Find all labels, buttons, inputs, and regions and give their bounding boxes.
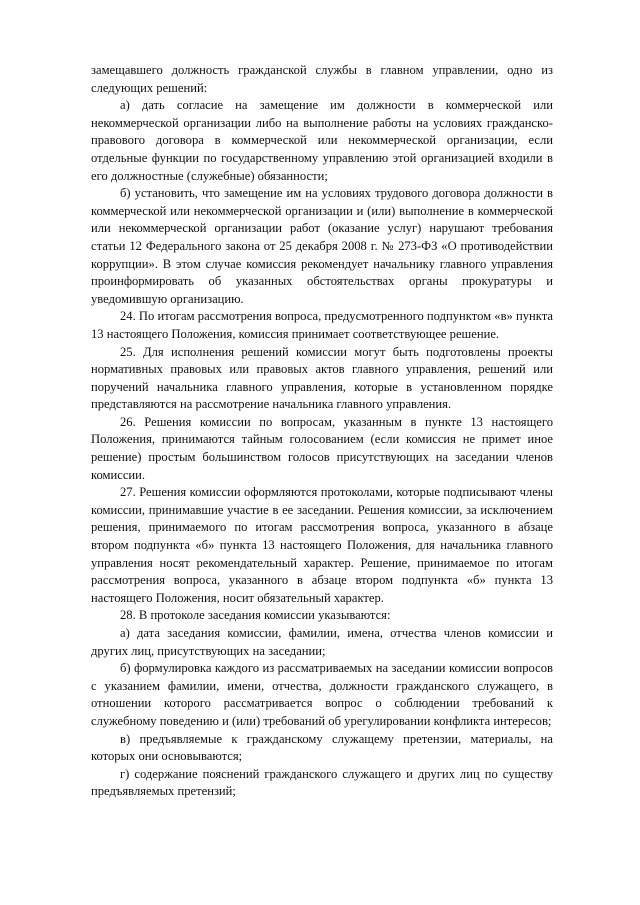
- paragraph-24: 24. По итогам рассмотрения вопроса, предусмотренного подпунктом «в» пункта 13 настоящего Положения, комиссия принимает соответствующее решение.: [91, 309, 553, 341]
- paragraph-28: 28. В протоколе заседания комиссии указываются:: [120, 608, 391, 623]
- document-page: [91, 62, 553, 801]
- paragraph-28d: г) содержание пояснений гражданского служащего и других лиц по существу предъявляемых претензий;: [91, 766, 553, 799]
- paragraph-25: 25. Для исполнения решений комиссии могут быть подготовлены проекты нормативных правовых или правовых актов главного управления, решений или поручений начальника главного управления, которые в установленном порядке представляются на рассмотрение начальника главного управления.: [91, 344, 553, 412]
- paragraph-28c: в) предъявляемые к гражданскому служащему претензии, материалы, на которых они основываются;: [91, 731, 553, 764]
- paragraph-27: 27. Решения комиссии оформляются протоколами, которые подписывают члены комиссии, принимавшие участие в ее заседании. Решения комиссии, за исключением решения, принимаемого по итогам рассмотрения вопроса, указанного в абзаце втором подпункта «б» пункта 13 настоящего Положения, для начальника главного управления носят рекомендательный характер. Решение, принимаемое по итогам рассмотрения вопроса, указанного в абзаце втором подпункта «б» пункта 13 настоящего Положения, носит обязательный характер.: [91, 485, 553, 605]
- paragraph-23a: а) дать согласие на замещение им должности в коммерческой или некоммерческой организации либо на выполнение работы на условиях гражданско-правового договора в коммерческой или некоммерческой организации, если отдельные функции по государственному управлению этой организацией входили в его должностные (служебные) обязанности;: [91, 98, 553, 183]
- paragraph-28a: а) дата заседания комиссии, фамилии, имена, отчества членов комиссии и других лиц, присутствующих на заседании;: [91, 626, 553, 658]
- paragraph-23b: б) установить, что замещение им на условиях трудового договора должности в коммерческой или некоммерческой организации и (или) выполнение в коммерческой или некоммерческой организации работ (оказание услуг) нарушают требования статьи 12 Федерального закона от 25 декабря 2008 г. № 273-ФЗ «О противодействии коррупции». В этом случае комиссия рекомендует начальнику главного управления проинформировать об указанных обстоятельствах органы прокуратуры и уведомившую организацию.: [91, 186, 553, 306]
- paragraph-continuation: замещавшего должность гражданской службы в главном управлении, одно из следующих решений:: [91, 63, 553, 95]
- paragraph-26: 26. Решения комиссии по вопросам, указанным в пункте 13 настоящего Положения, принимаются тайным голосованием (если комиссия не примет иное решение) простым большинством голосов присутствующих на заседании членов комиссии.: [91, 414, 553, 482]
- paragraph-28b: б) формулировка каждого из рассматриваемых на заседании комиссии вопросов с указанием фамилии, имени, отчества, должности гражданского служащего, в отношении которого рассматривается вопрос о соблюдении требований к служебному поведению и (или) требований об урегулировании конфликта интересов;: [91, 661, 553, 728]
